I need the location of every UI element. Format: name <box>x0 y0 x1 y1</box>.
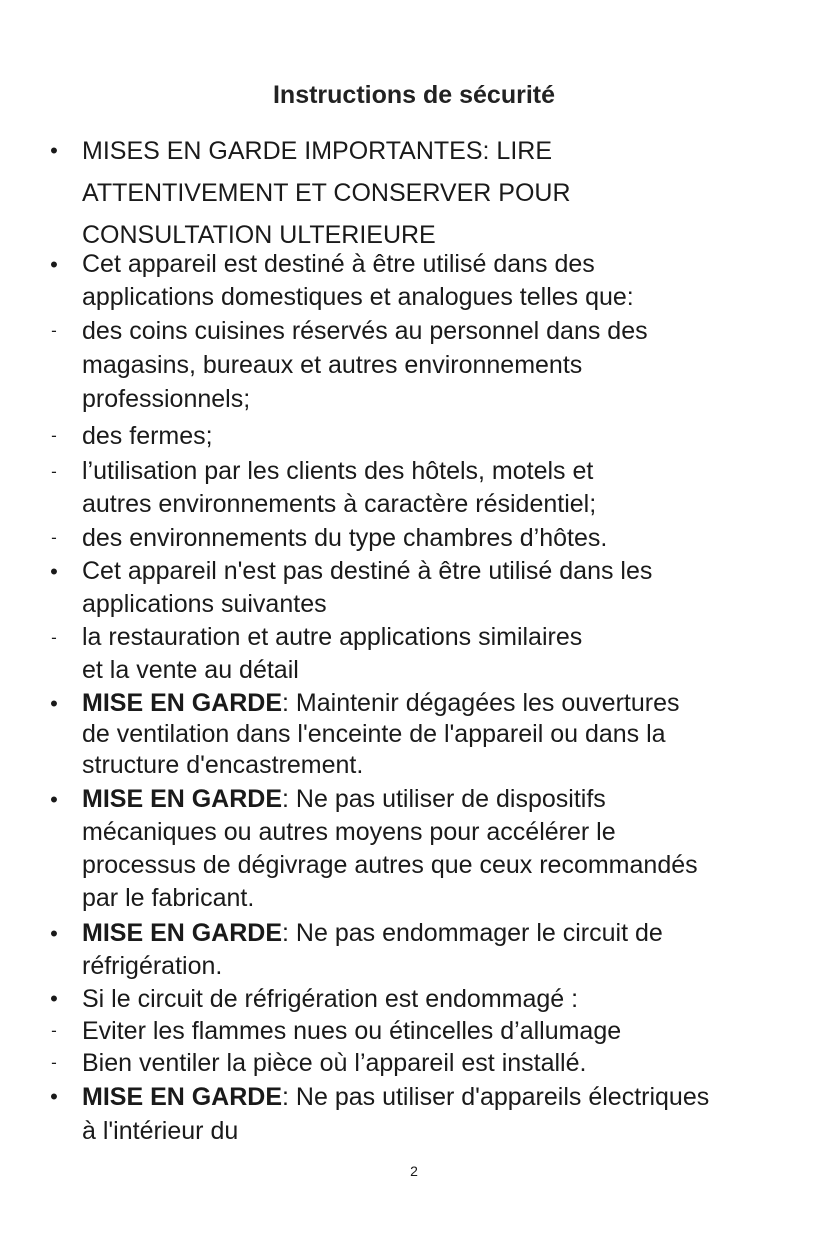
text-line: applications domestiques et analogues telles que: <box>82 283 634 311</box>
text-line: mécaniques ou autres moyens pour accélérer le <box>82 818 616 846</box>
dash-marker: - <box>51 462 57 481</box>
warning-label: MISE EN GARDE <box>82 785 283 813</box>
text-line: à l'intérieur du <box>82 1117 239 1145</box>
bullet-marker: • <box>50 252 58 277</box>
text-line: Si le circuit de réfrigération est endommagé : <box>82 985 579 1013</box>
page-title: Instructions de sécurité <box>272 81 556 109</box>
text-line: l’utilisation par les clients des hôtels, motels et <box>82 457 594 485</box>
text-line: réfrigération. <box>82 952 223 980</box>
dash-marker: - <box>51 321 57 340</box>
dash-marker: - <box>51 628 57 647</box>
warning-label: MISE EN GARDE <box>82 919 283 947</box>
warning-label: MISE EN GARDE <box>82 689 283 717</box>
list-item-text <box>82 983 802 1015</box>
list-item-text <box>82 248 802 314</box>
list-item-text <box>82 522 802 554</box>
text-line: applications suivantes <box>82 590 327 618</box>
text-line: Eviter les flammes nues ou étincelles d’allumage <box>82 1017 622 1045</box>
text-line: Cet appareil n'est pas destiné à être utilisé dans les <box>82 557 653 585</box>
list-item-text <box>82 688 802 781</box>
bullet-marker: • <box>50 691 58 716</box>
text-line: ATTENTIVEMENT ET CONSERVER POUR <box>82 179 571 207</box>
text-line <box>82 917 802 950</box>
list-item-text <box>82 917 802 983</box>
text-line: structure d'encastrement. <box>82 751 364 779</box>
list-item-text <box>82 1080 802 1148</box>
warning-text: : Ne pas endommager le circuit de <box>282 919 663 947</box>
text-line <box>82 1080 802 1114</box>
dash-marker: - <box>51 1053 57 1072</box>
bullet-marker: • <box>50 1084 58 1109</box>
text-line: Cet appareil est destiné à être utilisé dans des <box>82 250 595 278</box>
list-item-text <box>82 783 802 915</box>
list-item-text <box>82 1015 802 1047</box>
list-item-text <box>82 130 802 256</box>
text-line: Bien ventiler la pièce où l’appareil est installé. <box>82 1049 587 1077</box>
text-line: de ventilation dans l'enceinte de l'appareil ou dans la <box>82 720 666 748</box>
dash-marker: - <box>51 426 57 445</box>
warning-text: : Ne pas utiliser d'appareils électriques <box>282 1083 710 1111</box>
list-item-text <box>82 621 802 687</box>
text-line: CONSULTATION ULTERIEURE <box>82 221 436 249</box>
bullet-marker: • <box>50 921 58 946</box>
text-line: et la vente au détail <box>82 656 299 684</box>
list-item-text <box>82 314 802 416</box>
bullet-marker: • <box>50 787 58 812</box>
text-line <box>82 688 802 719</box>
text-line: par le fabricant. <box>82 884 255 912</box>
list-item-text <box>82 1047 802 1079</box>
text-line: MISES EN GARDE IMPORTANTES: LIRE <box>82 137 552 165</box>
warning-text: : Ne pas utiliser de dispositifs <box>282 785 606 813</box>
bullet-marker: • <box>50 559 58 584</box>
list-item-text <box>82 555 802 621</box>
page-number: 2 <box>410 1163 418 1179</box>
warning-text: : Maintenir dégagées les ouvertures <box>282 689 680 717</box>
text-line: professionnels; <box>82 385 251 413</box>
text-line: magasins, bureaux et autres environnements <box>82 351 583 379</box>
text-line: des coins cuisines réservés au personnel dans des <box>82 317 648 345</box>
text-line: des environnements du type chambres d’hôtes. <box>82 524 608 552</box>
list-item-text <box>82 455 802 521</box>
warning-label: MISE EN GARDE <box>82 1083 283 1111</box>
text-line: autres environnements à caractère résidentiel; <box>82 490 597 518</box>
text-line: processus de dégivrage autres que ceux recommandés <box>82 851 698 879</box>
bullet-marker: • <box>50 138 58 163</box>
bullet-marker: • <box>50 986 58 1011</box>
text-line: la restauration et autre applications similaires <box>82 623 583 651</box>
text-line: des fermes; <box>82 422 213 450</box>
dash-marker: - <box>51 1021 57 1040</box>
text-line <box>82 783 802 816</box>
list-item-text <box>82 420 802 452</box>
dash-marker: - <box>51 528 57 547</box>
